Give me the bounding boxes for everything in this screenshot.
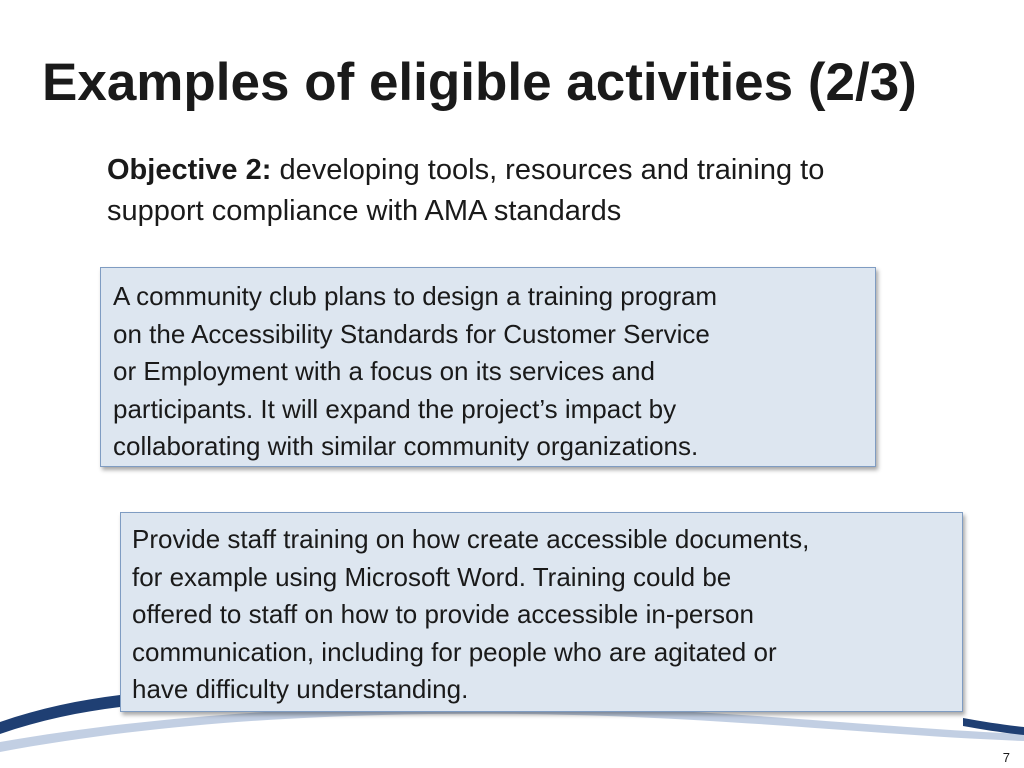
example-box-community-club bbox=[100, 267, 876, 467]
page-number: 7 bbox=[1002, 750, 1010, 765]
example-1-line-3: or Employment with a focus on its services and bbox=[113, 356, 655, 386]
objective-label: Objective 2: bbox=[107, 154, 272, 186]
example-2-line-4: communication, including for people who are agitated or bbox=[132, 636, 777, 667]
example-2-line-1: Provide staff training on how create accessible documents, bbox=[132, 524, 810, 554]
example-1-line-1: A community club plans to design a training program bbox=[113, 281, 718, 311]
example-box-staff-training bbox=[120, 512, 963, 712]
example-2-line-5: have difficulty understanding. bbox=[132, 674, 469, 704]
example-2-line-2: for example using Microsoft Word. Training could be bbox=[132, 561, 732, 592]
example-1-line-5: collaborating with similar community organizations. bbox=[113, 431, 699, 461]
objective-statement bbox=[107, 150, 907, 232]
slide-title: Examples of eligible activities (2/3) bbox=[42, 53, 917, 112]
swoosh-light-band bbox=[0, 706, 1024, 752]
example-1-line-2: on the Accessibility Standards for Customer Service bbox=[113, 318, 710, 349]
example-2-line-3: offered to staff on how to provide accessible in-person bbox=[132, 599, 754, 629]
objective-text: developing tools, resources and training to support compliance with AMA standards bbox=[107, 154, 825, 227]
example-1-line-4: participants. It will expand the project’s impact by bbox=[113, 393, 677, 424]
